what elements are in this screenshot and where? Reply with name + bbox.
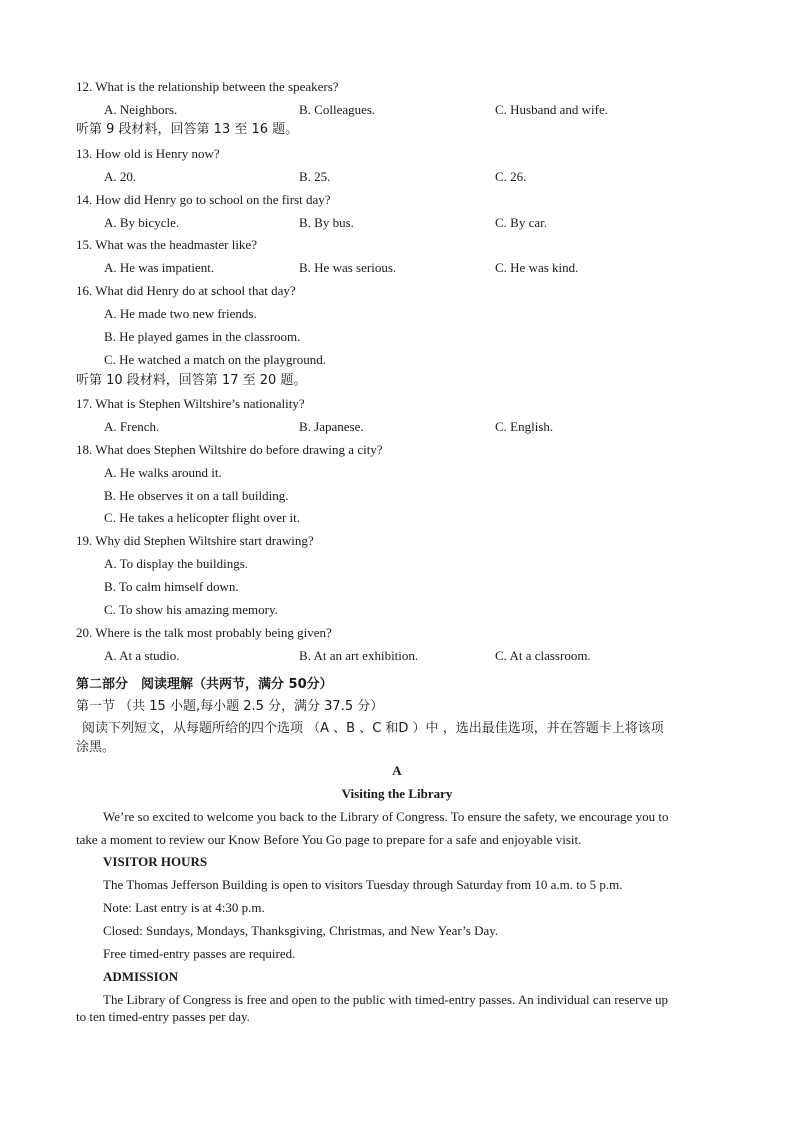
question-17: 17. What is Stephen Wiltshire’s nationality? [76, 396, 305, 411]
passage-letter: A [392, 763, 402, 778]
option-c: C. He takes a helicopter flight over it. [104, 510, 301, 525]
segment-9-heading: 听第 9 段材料，回答第 13 至 16 题。 [76, 122, 299, 137]
option-c: C. At a classroom. [495, 648, 591, 663]
question-12: 12. What is the relationship between the speakers? [76, 79, 339, 94]
option-c: C. Husband and wife. [495, 102, 609, 117]
intro-line-1: We’re so excited to welcome you back to the Library of Congress. To ensure the safety, we encourage you to [103, 809, 669, 824]
option-b: B. Colleagues. [299, 102, 376, 117]
option-a: A. French. [104, 419, 160, 434]
option-b: B. He was serious. [299, 260, 397, 275]
question-20: 20. Where is the talk most probably being given? [76, 625, 332, 640]
part-2-heading: 第二部分 阅读理解（共两节，满分 50分） [76, 677, 333, 692]
question-14: 14. How did Henry go to school on the first day? [76, 192, 331, 207]
section-1-heading: 第一节 （共 15 小题,每小题 2.5 分，满分 37.5 分） [76, 699, 384, 714]
option-c: C. He was kind. [495, 260, 579, 275]
option-a: A. At a studio. [104, 648, 180, 663]
intro-line-2: take a moment to review our Know Before You Go page to prepare for a safe and enjoyable visit. [76, 832, 582, 847]
option-c: C. He watched a match on the playground. [104, 352, 327, 367]
option-c: C. By car. [495, 215, 547, 230]
option-b: B. To calm himself down. [104, 579, 239, 594]
option-b: B. He observes it on a tall building. [104, 488, 289, 503]
question-15: 15. What was the headmaster like? [76, 237, 257, 252]
option-b: B. 25. [299, 169, 331, 184]
option-a: A. He made two new friends. [104, 306, 257, 321]
question-19: 19. Why did Stephen Wiltshire start drawing? [76, 533, 314, 548]
option-a: A. 20. [104, 169, 137, 184]
option-a: A. To display the buildings. [104, 556, 249, 571]
admission-line-1: The Library of Congress is free and open to the public with timed-entry passes. An individual can reserve up [103, 992, 668, 1007]
segment-10-heading: 听第 10 段材料，回答第 17 至 20 题。 [76, 373, 307, 388]
hours-line-1: The Thomas Jefferson Building is open to visitors Tuesday through Saturday from 10 a.m. to 5 p.m. [103, 877, 623, 892]
question-16: 16. What did Henry do at school that day? [76, 283, 296, 298]
option-a: A. He walks around it. [104, 465, 222, 480]
hours-line-2: Note: Last entry is at 4:30 p.m. [103, 900, 265, 915]
option-b: B. By bus. [299, 215, 354, 230]
option-c: C. To show his amazing memory. [104, 602, 278, 617]
option-a: A. By bicycle. [104, 215, 180, 230]
admission-heading: ADMISSION [103, 969, 179, 984]
passage-title: Visiting the Library [341, 786, 453, 801]
option-b: B. At an art exhibition. [299, 648, 419, 663]
option-b: B. He played games in the classroom. [104, 329, 301, 344]
option-c: C. 26. [495, 169, 527, 184]
option-c: C. English. [495, 419, 554, 434]
question-13: 13. How old is Henry now? [76, 146, 220, 161]
option-a: A. He was impatient. [104, 260, 215, 275]
hours-line-3: Closed: Sundays, Mondays, Thanksgiving, Christmas, and New Year’s Day. [103, 923, 499, 938]
question-18: 18. What does Stephen Wiltshire do before drawing a city? [76, 442, 383, 457]
option-b: B. Japanese. [299, 419, 364, 434]
hours-line-4: Free timed-entry passes are required. [103, 946, 296, 961]
visitor-hours-heading: VISITOR HOURS [103, 854, 208, 869]
instruction-line-1: 阅读下列短文，从每题所给的四个选项 （A 、B 、C 和D ）中 ，选出最佳选项，并在答题卡上将该项 [82, 721, 664, 736]
admission-line-2: to ten timed-entry passes per day. [76, 1009, 250, 1024]
option-a: A. Neighbors. [104, 102, 178, 117]
instruction-line-2: 涂黑。 [76, 740, 116, 755]
